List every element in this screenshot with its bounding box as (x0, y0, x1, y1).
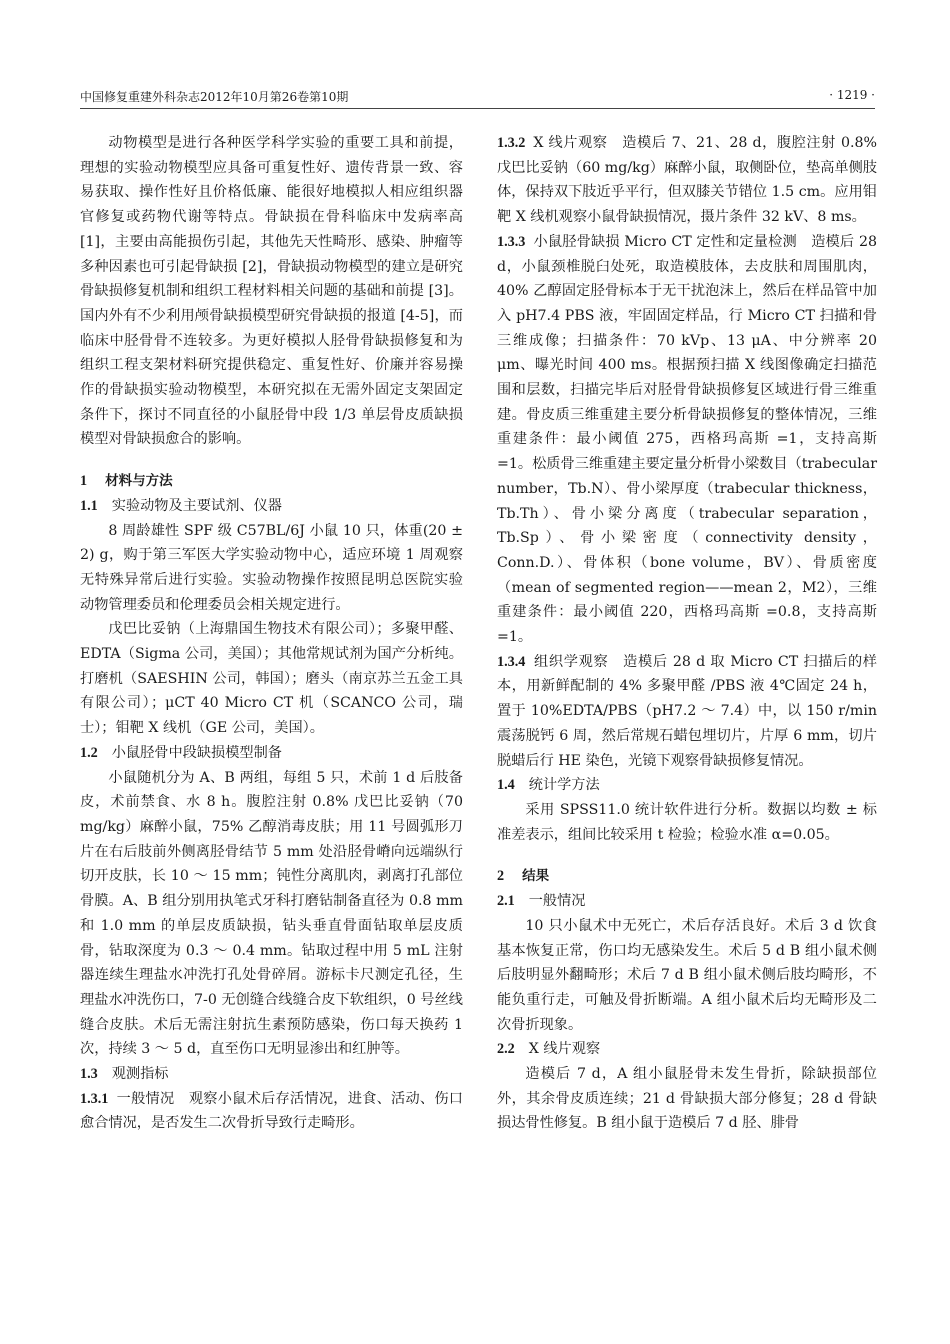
reagents-paragraph: 戊巴比妥钠（上海鼎国生物技术有限公司）；多聚甲醛、EDTA（Sigma 公司，美国）；其他常规试剂为国产分析纯。打磨机（SAESHIN 公司，韩国）；磨头（南京苏兰五金工具有限公司）；μCT 40 Micro CT 机（SCANCO 公司，瑞士）；钼靶 X 线机（GE 公司，美国）。 (80, 621, 463, 737)
section-1-3-heading (80, 1062, 463, 1087)
section-title: 观测指标 (111, 1066, 169, 1083)
statistics-paragraph: 采用 SPSS11.0 统计软件进行分析。数据以均数 ± 标准差表示，组间比较采用 t 检验；检验水准 α=0.05。 (497, 801, 877, 843)
section-title: X 线片观察 (528, 1041, 601, 1058)
section-title: 小鼠胫骨中段缺损模型制备 (111, 744, 282, 761)
intro-paragraph: 动物模型是进行各种医学科学实验的重要工具和前提，理想的实验动物模型应具备可重复性好、遗传背景一致、容易获取、操作性好且价格低廉、能很好地模拟人相应组织器官修复或药物代谢等特点。骨缺损在骨科临床中发病率高 [1]，主要由高能损伤引起，其他先天性畸形、感染、肿瘤等多种因素也可引起骨缺损 [2]，骨缺损动物模型的建立是研究骨缺损修复机制和组织工程材料相关问题的基础和前提 [3]。国内外有不少利用颅骨缺损模型研究骨缺损的报道 [4-5]，而临床中胫骨骨不连较多。为更好模拟人胫骨骨缺损修复和为组织工程支架材料研究提供稳定、重复性好、价廉并容易操作的骨缺损实验动物模型，本研究拟在无需外固定支架固定条件下，探讨不同直径的小鼠胫骨中段 1/3 单层骨皮质缺损模型对骨缺损愈合的影响。 (80, 135, 463, 448)
journal-title: 中国修复重建外科杂志2012年10月第26卷第10期 (80, 90, 349, 104)
section-number: 1.3 (80, 1066, 98, 1083)
general-results-paragraph: 10 只小鼠术中无死亡，术后存活良好。术后 3 d 饮食基本恢复正常，伤口均无感染发生。术后 5 d B 组小鼠术侧后肢明显外翻畸形；术后 7 d B 组小鼠术侧后肢均畸形，不能负重行走，可触及骨折断端。A 组小鼠术后均无畸形及二次骨折现象。 (497, 917, 877, 1033)
left-column (80, 131, 463, 1136)
section-title: 统计学方法 (528, 777, 600, 794)
section-title: 结果 (522, 868, 550, 885)
section-2-2-heading (497, 1037, 877, 1062)
section-number: 1.3.1 (80, 1090, 109, 1107)
section-title: 一般情况 (528, 893, 586, 910)
section-text: 一般情况 观察小鼠术后存活情况，进食、活动、伤口愈合情况，是否发生二次骨折导致行走畸形。 (80, 1090, 463, 1132)
section-title: 实验动物及主要试剂、仪器 (111, 497, 282, 514)
xray-results-paragraph: 造模后 7 d，A 组小鼠胫骨未发生骨折，除缺损部位外，其余骨皮质连续；21 d 骨缺损大部分修复；28 d 骨缺损达骨性修复。B 组小鼠于造模后 7 d 胫、腓骨 (497, 1066, 877, 1132)
section-number: 1 (80, 473, 88, 490)
section-number: 1.3.4 (497, 653, 526, 670)
section-1-heading (80, 469, 463, 494)
section-number: 1.3.3 (497, 233, 526, 250)
section-2-1-heading (497, 889, 877, 914)
section-text: 小鼠胫骨缺损 Micro CT 定性和定量检测 造模后 28 d，小鼠颈椎脱臼处死，取造模肢体，去皮肤和周围肌肉，40% 乙醇固定胫骨标本于无干扰泡沫上，然后在样品管中加入 pH7.4 PBS 液，牢固固定样品，行 Micro CT 扫描和骨三维成像；扫描条件：70 kVp、13 μA、中分辨率 20 μm、曝光时间 400 ms。根据预扫描 X 线图像确定扫描范围和层数，扫描完毕后对胫骨骨缺损修复区域进行骨三维重建。骨皮质三维重建主要分析骨缺损修复的整体情况，三维重建条件：最小阈值 275，西格玛高斯 =1，支持高斯 =1。松质骨三维重建主要定量分析骨小梁数目（trabecular number，Tb.N）、骨小梁厚度（trabecular thickness，Tb.Th）、骨小梁分离度（trabecular separation，Tb.Sp）、骨小梁密度（connectivity density，Conn.D.）、骨体积（bone volume，BV）、骨质密度（mean of segmented region——mean 2，M2），三维重建条件：最小阈值 220，西格玛高斯 =0.8，支持高斯 =1。 (497, 233, 877, 646)
section-1-3-3 (497, 230, 877, 650)
section-1-1-heading (80, 494, 463, 519)
section-number: 2 (497, 868, 505, 885)
section-number: 1.1 (80, 497, 98, 514)
page-number: · 1219 · (829, 88, 875, 102)
section-number: 2.2 (497, 1041, 515, 1058)
right-column (497, 131, 877, 1136)
section-1-2-heading (80, 741, 463, 766)
running-header (80, 86, 875, 109)
section-text: X 线片观察 造模后 7、21、28 d，腹腔注射 0.8% 戊巴比妥钠（60 mg/kg）麻醉小鼠，取侧卧位，垫高单侧肢体，保持双下肢近乎平行，但双膝关节错位 1.5 cm。应用钼靶 X 线机观察小鼠骨缺损情况，摄片条件 32 kV、8 ms。 (497, 135, 877, 226)
section-number: 1.3.2 (497, 135, 526, 151)
section-1-3-2 (497, 131, 877, 230)
animals-paragraph: 8 周龄雄性 SPF 级 C57BL/6J 小鼠 10 只，体重(20 ± 2) g，购于第三军医大学实验动物中心，适应环境 1 周观察无特殊异常后进行实验。实验动物操作按照昆明总医院实验动物管理委员和伦理委员会相关规定进行。 (80, 522, 463, 613)
section-number: 2.1 (497, 893, 515, 910)
section-1-3-1 (80, 1087, 463, 1136)
section-1-4-heading (497, 773, 877, 798)
section-text: 组织学观察 造模后 28 d 取 Micro CT 扫描后的样本，用新鲜配制的 4% 多聚甲醛 /PBS 液 4℃固定 24 h，置于 10%EDTA/PBS（pH7.2 ～ 7.4）中，以 150 r/min 震荡脱钙 6 周，然后常规石蜡包埋切片，片厚 6 mm，切片脱蜡后行 HE 染色，光镜下观察骨缺损修复情况。 (497, 653, 877, 769)
model-paragraph: 小鼠随机分为 A、B 两组，每组 5 只，术前 1 d 后肢备皮，术前禁食、水 8 h。腹腔注射 0.8% 戊巴比妥钠（70 mg/kg）麻醉小鼠，75% 乙醇消毒皮肤；用 11 号圆弧形刀片在右后肢前外侧离胫骨结节 5 mm 处沿胫骨嵴向远端纵行切开皮肤，长 10 ～ 15 mm；钝性分离肌肉，剥离打孔部位骨膜。A、B 组分别用执笔式牙科打磨钻制备直径为 0.8 mm 和 1.0 mm 的单层皮质缺损，钻头垂直骨面钻取单层皮质骨，钻取深度为 0.3 ～ 0.4 mm。钻取过程中用 5 mL 注射器连续生理盐水冲洗打孔处骨碎屑。游标卡尺测定孔径，生理盐水冲洗伤口，7-0 无创缝合线缝合皮下软组织，0 号丝线缝合皮肤。术后无需注射抗生素预防感染，伤口每天换药 1 次，持续 3 ～ 5 d，直至伤口无明显渗出和红肿等。 (80, 769, 463, 1058)
section-title: 材料与方法 (105, 473, 173, 490)
section-number: 1.2 (80, 744, 98, 761)
section-2-heading (497, 864, 877, 889)
section-number: 1.4 (497, 777, 515, 794)
section-1-3-4 (497, 650, 877, 774)
